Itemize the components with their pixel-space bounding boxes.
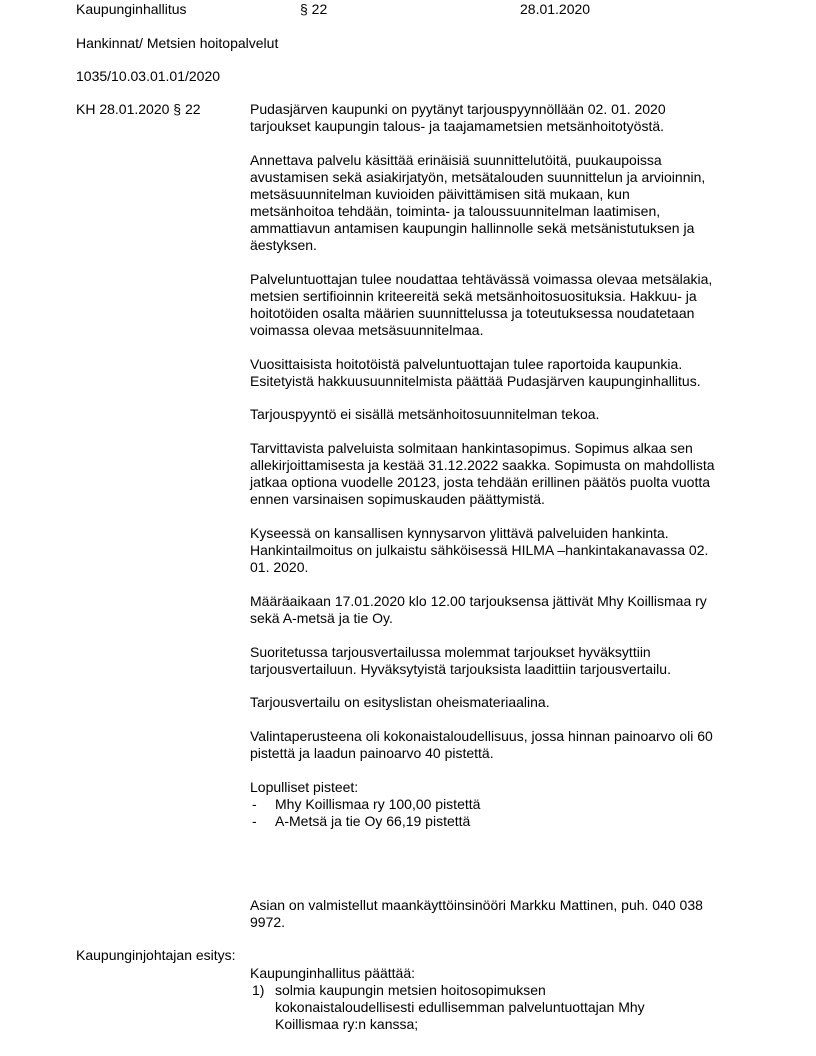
header-section: § 22	[300, 1, 328, 17]
list-item-text: solmia kaupungin metsien hoitosopimuksen	[275, 982, 546, 998]
header-date: 28.01.2020	[520, 1, 591, 17]
paragraph-6	[250, 440, 750, 508]
text-line: metsäsuunnitelman kuvioiden päivittämisen sitä mukaan, kun	[250, 186, 630, 202]
list-item-text: kokonaistaloudellisesti edullisemman palveluntuottajan Mhy	[275, 999, 645, 1015]
scores-heading: Lopulliset pisteet:	[250, 779, 359, 795]
paragraph-4	[250, 356, 750, 390]
paragraph-11	[250, 728, 750, 762]
text-line: Kyseessä on kansallisen kynnysarvon ylittävä palveluiden hankinta.	[250, 525, 669, 541]
text-line: äestyksen.	[250, 237, 317, 253]
scores-block	[250, 779, 750, 830]
list-item-text: Koillismaa ry:n kanssa;	[275, 1016, 419, 1032]
text-line: Tarvittavista palveluista solmitaan hankintasopimus. Sopimus alkaa sen	[250, 440, 693, 456]
proposal-label: Kaupunginjohtajan esitys:	[76, 947, 236, 963]
text-line: Hankintailmoitus on julkaistu sähköisessä HILMA –hankintakanavassa 02.	[250, 542, 709, 558]
list-marker: -	[252, 796, 257, 812]
text-line: Vuosittaisista hoitotöistä palveluntuottajan tulee raportoida kaupunkia.	[250, 356, 683, 372]
text-line: 01. 2020.	[250, 559, 309, 575]
text-line: Esitetyistä hakkuusuunnitelmista päättää Pudasjärven kaupunginhallitus.	[250, 373, 701, 389]
header-org: Kaupunginhallitus	[76, 1, 187, 17]
text-line: avustamisen sekä asiakirjatyön, metsätalouden suunnittelun ja arvioinnin,	[250, 169, 706, 185]
text-line: ammattiavun antamisen kaupungin hallinnolle sekä metsänistutuksen ja	[250, 220, 695, 236]
text-line: tarjousvertailuun. Hyväksytyistä tarjouksista laadittiin tarjousvertailu.	[250, 661, 671, 677]
text-line: Valintaperusteena oli kokonaistaloudellisuus, jossa hinnan painoarvo oli 60	[250, 728, 713, 744]
paragraph-10	[250, 694, 750, 711]
text-line: Annettava palvelu käsittää erinäisiä suunnittelutöitä, puukaupoissa	[250, 152, 662, 168]
paragraph-8	[250, 593, 750, 627]
paragraph-9	[250, 644, 750, 678]
text-line: tarjoukset kaupungin talous- ja taajamametsien metsänhoitotyöstä.	[250, 118, 665, 134]
text-line: 9972.	[250, 914, 286, 930]
list-item	[250, 982, 750, 1033]
list-item	[250, 796, 750, 813]
list-item-text: Mhy Koillismaa ry 100,00 pistettä	[275, 796, 481, 812]
text-line: hoitotöiden osalta määrien suunnittelussa ja toteutuksessa noudatetaan	[250, 305, 695, 321]
text-line: Tarjouspyyntö ei sisällä metsänhoitosuunnitelman tekoa.	[250, 406, 600, 422]
proposal-intro: Kaupunginhallitus päättää:	[250, 965, 416, 981]
text-line: pistettä ja laadun painoarvo 40 pistettä.	[250, 745, 494, 761]
text-line: metsien sertifioinnin kriteereitä sekä metsänhoitosuosituksia. Hakkuu- ja	[250, 288, 697, 304]
paragraph-7	[250, 525, 750, 576]
list-item-text: A-Metsä ja tie Oy 66,19 pistettä	[275, 813, 471, 829]
text-line: allekirjoittamisesta ja kestää 31.12.2022 saakka. Sopimusta on mahdollista	[250, 457, 715, 473]
text-line: metsänhoitoa tehdään, toiminta- ja taloussuunnitelman laatimisen,	[250, 203, 661, 219]
text-line: Tarjousvertailu on esityslistan oheismateriaalina.	[250, 694, 550, 710]
text-line: Määräaikaan 17.01.2020 klo 12.00 tarjouksensa jättivät Mhy Koillismaa ry	[250, 593, 707, 609]
proposal-block	[250, 965, 750, 1033]
text-line: Pudasjärven kaupunki on pyytänyt tarjouspyynnöllään 02. 01. 2020	[250, 101, 666, 117]
subject-title: Hankinnat/ Metsien hoitopalvelut	[76, 35, 279, 51]
paragraph-3	[250, 271, 750, 339]
text-line: Suoritetussa tarjousvertailussa molemmat tarjoukset hyväksyttiin	[250, 644, 651, 660]
text-line: Asian on valmistellut maankäyttöinsinööri Markku Mattinen, puh. 040 038	[250, 897, 703, 913]
list-marker: -	[252, 813, 257, 829]
paragraph-2	[250, 152, 750, 254]
meeting-ref: KH 28.01.2020 § 22	[76, 101, 201, 117]
paragraph-5	[250, 406, 750, 423]
list-marker: 1)	[252, 982, 265, 998]
list-item	[250, 813, 750, 830]
text-line: ennen varsinaisen sopimuskauden päättymistä.	[250, 491, 545, 507]
paragraph-1	[250, 101, 750, 135]
text-line: voimassa olevaa metsäsuunnitelmaa.	[250, 322, 484, 338]
text-line: jatkaa optiona vuodelle 20123, josta tehdään erillinen päätös puolta vuotta	[250, 474, 711, 490]
file-id: 1035/10.03.01.01/2020	[76, 68, 221, 84]
preparer-note	[250, 897, 750, 931]
text-line: sekä A-metsä ja tie Oy.	[250, 610, 393, 626]
text-line: Palveluntuottajan tulee noudattaa tehtävässä voimassa olevaa metsälakia,	[250, 271, 713, 287]
